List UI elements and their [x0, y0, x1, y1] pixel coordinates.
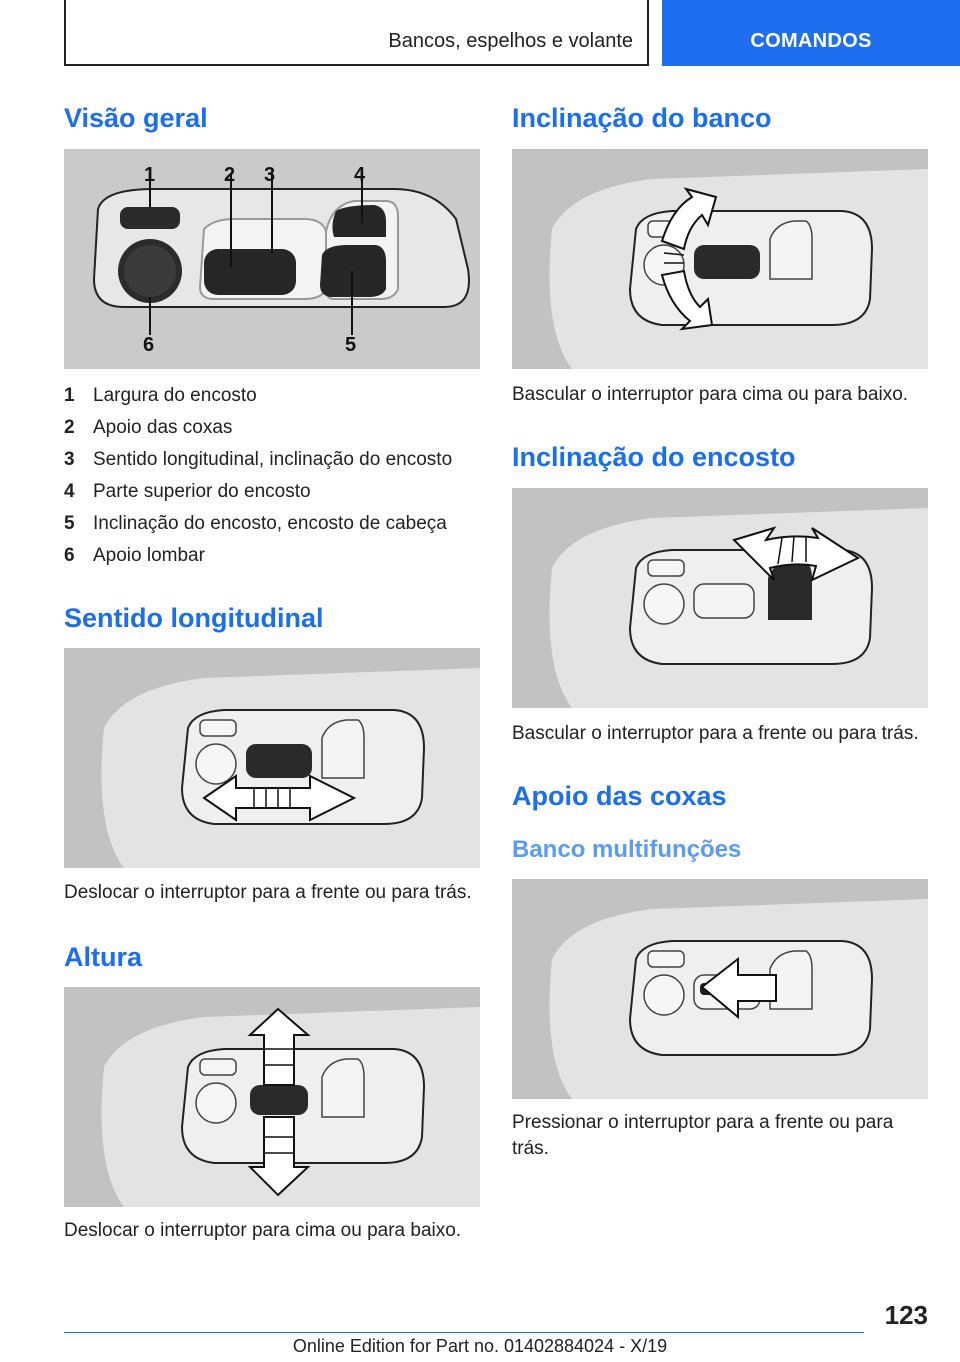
legend-item: 5 Inclinação do encosto, encosto de cabeça [64, 513, 447, 534]
longitudinal-heading: Sentido longitudinal [64, 603, 324, 633]
thigh-subheading: Banco multifunções [512, 836, 742, 863]
callout-3: 3 [264, 164, 276, 186]
height-text: Deslocar o interruptor para cima ou para baixo. [64, 1220, 462, 1241]
overview-heading: Visão geral [64, 103, 208, 133]
callout-2: 2 [224, 164, 236, 186]
height-heading: Altura [64, 942, 143, 972]
footer-edition: Online Edition for Part no. 01402884024 - X/19 [292, 1336, 668, 1356]
seat-tilt-illustration [512, 149, 928, 369]
callout-4: 4 [354, 164, 366, 186]
thigh-support-illustration [512, 879, 928, 1099]
seat-tilt-heading: Inclinação do banco [512, 103, 772, 133]
legend-item: 4 Parte superior do encosto [64, 481, 311, 502]
callout-5: 5 [345, 334, 357, 356]
footer-divider [64, 1332, 864, 1333]
header-section-title: Bancos, espelhos e volante [388, 30, 633, 52]
seat-longitudinal-illustration [64, 648, 480, 868]
legend-item: 1 Largura do encosto [64, 385, 257, 406]
header-chapter-title: COMANDOS [750, 30, 872, 52]
callout-1: 1 [144, 164, 156, 186]
header-section-box [64, 0, 649, 66]
legend-item: 2 Apoio das coxas [64, 417, 233, 438]
seat-controls-overview-illustration [64, 149, 480, 369]
thigh-text: Pressionar o interruptor para a frente ou para trás. [512, 1112, 894, 1159]
backrest-tilt-illustration [512, 488, 928, 708]
legend-item: 3 Sentido longitudinal, inclinação do encosto [64, 449, 453, 470]
seat-tilt-text: Bascular o interruptor para cima ou para baixo. [512, 384, 909, 405]
overview-image [64, 149, 480, 369]
backrest-tilt-text: Bascular o interruptor para a frente ou para trás. [512, 723, 919, 744]
thigh-heading: Apoio das coxas [512, 781, 727, 811]
seat-height-illustration [64, 987, 480, 1207]
page-number: 123 [884, 1300, 928, 1330]
longitudinal-text: Deslocar o interruptor para a frente ou para trás. [64, 882, 472, 903]
longitudinal-image [64, 648, 480, 868]
thigh-image [512, 879, 928, 1099]
backrest-tilt-heading: Inclinação do encosto [512, 442, 796, 472]
seat-tilt-image [512, 149, 928, 369]
legend-item: 6 Apoio lombar [64, 545, 205, 566]
callout-6: 6 [143, 334, 155, 356]
header-chapter-tab [662, 0, 960, 66]
overview-legend [64, 380, 474, 572]
backrest-tilt-image [512, 488, 928, 708]
height-image [64, 987, 480, 1207]
